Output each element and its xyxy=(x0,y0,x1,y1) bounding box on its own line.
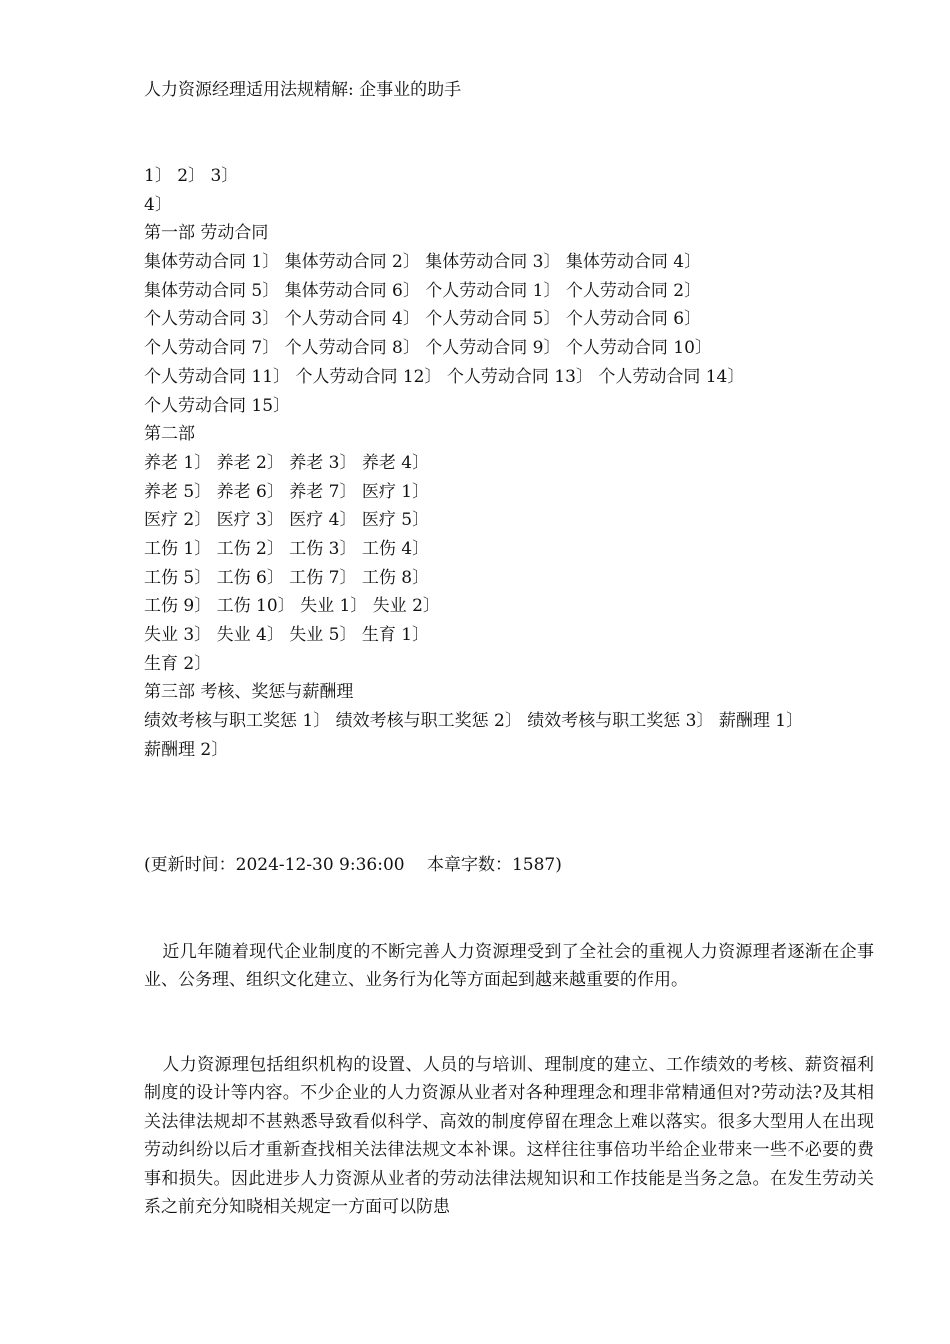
table-of-contents xyxy=(144,162,864,764)
toc-line: 个人劳动合同 15〕 xyxy=(144,395,291,416)
toc-part-heading: 第二部 xyxy=(144,424,195,445)
toc-line: 工伤 9〕 工伤 10〕 失业 1〕 失业 2〕 xyxy=(144,596,440,617)
paragraph xyxy=(144,1051,874,1221)
toc-line: 生育 2〕 xyxy=(144,653,212,674)
toc-part-heading: 第一部 劳动合同 xyxy=(144,223,269,244)
toc-line: 个人劳动合同 3〕 个人劳动合同 4〕 个人劳动合同 5〕 个人劳动合同 6〕 xyxy=(144,309,702,330)
toc-line: 养老 1〕 养老 2〕 养老 3〕 养老 4〕 xyxy=(144,452,430,473)
toc-part-heading: 第三部 考核、奖惩与薪酬理 xyxy=(144,682,354,703)
toc-line: 绩效考核与职工奖惩 1〕 绩效考核与职工奖惩 2〕 绩效考核与职工奖惩 3〕 薪酬理 1〕 xyxy=(144,711,804,732)
paragraph xyxy=(144,938,874,995)
toc-line: 集体劳动合同 5〕 集体劳动合同 6〕 个人劳动合同 1〕 个人劳动合同 2〕 xyxy=(144,280,702,301)
toc-line: 个人劳动合同 7〕 个人劳动合同 8〕 个人劳动合同 9〕 个人劳动合同 10〕 xyxy=(144,338,712,359)
document-title: 人力资源经理适用法规精解: 企事业的助手 xyxy=(144,80,462,100)
toc-line: 医疗 2〕 医疗 3〕 医疗 4〕 医疗 5〕 xyxy=(144,510,430,531)
toc-line: 集体劳动合同 1〕 集体劳动合同 2〕 集体劳动合同 3〕 集体劳动合同 4〕 xyxy=(144,252,702,273)
toc-line: 工伤 5〕 工伤 6〕 工伤 7〕 工伤 8〕 xyxy=(144,567,430,588)
paragraph-text: 近几年随着现代企业制度的不断完善人力资源理受到了全社会的重视人力资源理者逐渐在企事业、公务理、组织文化建立、业务行为化等方面起到越来越重要的作用。 xyxy=(144,942,874,991)
toc-line: 工伤 1〕 工伤 2〕 工伤 3〕 工伤 4〕 xyxy=(144,538,430,559)
toc-line: 4〕 xyxy=(144,194,172,215)
toc-line: 养老 5〕 养老 6〕 养老 7〕 医疗 1〕 xyxy=(144,481,430,502)
update-info: (更新时间：2024-12-30 9:36:00 本章字数：1587) xyxy=(144,855,562,875)
toc-line: 薪酬理 2〕 xyxy=(144,739,229,760)
toc-line: 失业 3〕 失业 4〕 失业 5〕 生育 1〕 xyxy=(144,625,430,645)
toc-line: 个人劳动合同 11〕 个人劳动合同 12〕 个人劳动合同 13〕 个人劳动合同 14〕 xyxy=(144,366,745,387)
paragraph-text: 人力资源理包括组织机构的设置、人员的与培训、理制度的建立、工作绩效的考核、薪资福利制度的设计等内容。不少企业的人力资源从业者对各种理理念和理非常精通但对?劳动法?及其相关法律法规却不甚熟悉导致看似科学、高效的制度停留在理念上难以落实。很多大型用人在出现劳动纠纷以后才重新查找相关法律法规文本补课。这样往往事倍功半给企业带来一些不必要的费事和损失。因此进步人力资源从业者的劳动法律法规知识和工作技能是当务之急。在发生劳动关系之前充分知晓相关规定一方面可以防患 xyxy=(144,1055,874,1218)
toc-line: 1〕 2〕 3〕 xyxy=(144,166,239,186)
